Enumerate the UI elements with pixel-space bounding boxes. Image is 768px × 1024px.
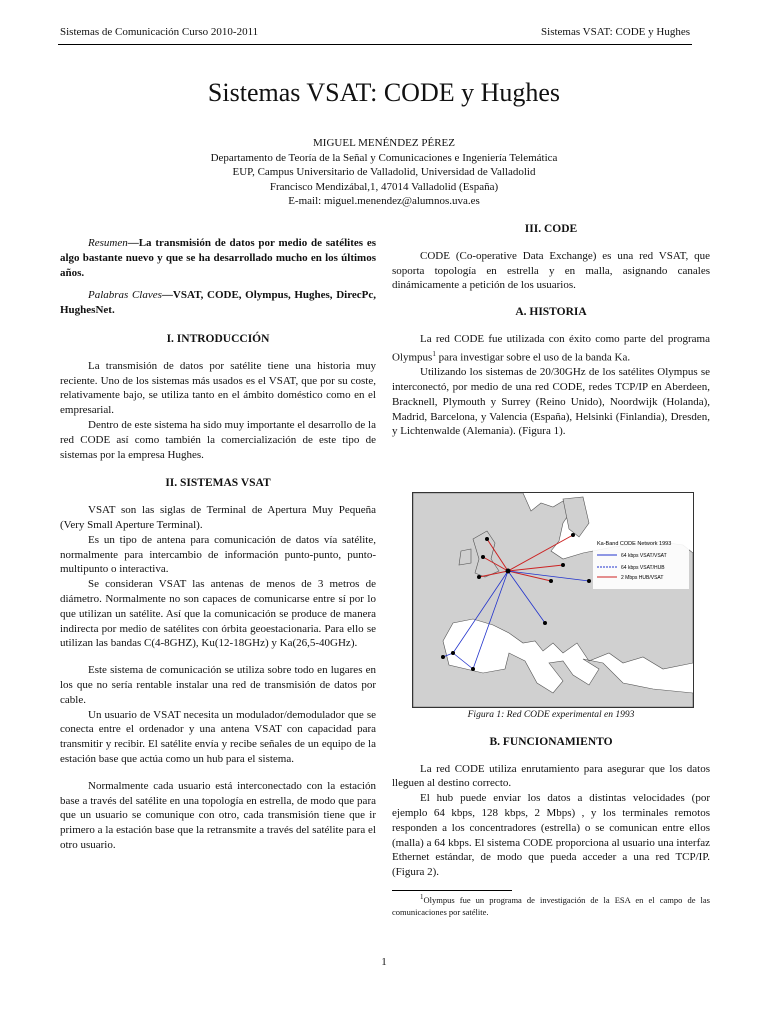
- ireland-shape: [459, 549, 471, 565]
- paper-title: Sistemas VSAT: CODE y Hughes: [207, 78, 561, 107]
- header-left: Sistemas de Comunicación Curso 2010-2011: [60, 26, 259, 38]
- keywords-text: —VSAT, CODE, Olympus, Hughes, DirecPc, HughesNet.: [60, 289, 376, 317]
- historia-p1: [392, 332, 710, 365]
- historia-p1b: para investigar sobre el uso de la banda Ka.: [435, 351, 631, 364]
- keywords-label: Palabras Claves: [88, 289, 162, 302]
- heading-funcionamiento: B. FUNCIONAMIENTO: [489, 735, 613, 748]
- abstract-label: Resumen: [88, 237, 128, 249]
- footnote: [392, 891, 710, 918]
- figure-caption: Figura 1: Red CODE experimental en 1993: [467, 710, 635, 720]
- keywords: [60, 288, 376, 318]
- legend-2: 64 kbps VSAT/HUB: [621, 565, 665, 571]
- map-title: Ka-Band CODE Network 1993: [597, 541, 672, 547]
- vsat-p1: VSAT son las siglas de Terminal de Apertura Muy Pequeña (Very Small Aperture Terminal).: [60, 504, 376, 531]
- heading-vsat: II. SISTEMAS VSAT: [165, 477, 271, 490]
- header-rule: [58, 44, 692, 45]
- author-address: Francisco Mendizábal,1, 47014 Valladolid (España): [269, 180, 499, 193]
- vsat-p3: Se consideran VSAT las antenas de menos de 3 metros de diámetro. Normalmente no son capaces de comunicarse entre sí por lo que utilizan un satélite. Así que la comunicación se produce de manera indirecta por medio de satélites con órbita geoestacionaria. Para ello se utilizan las bandas C(4-8GHZ), Ku(12-18GHz) y Ka(26,5-40GHz).: [60, 578, 376, 650]
- author-name: MIGUEL MENÉNDEZ PÉREZ: [313, 137, 455, 149]
- right-column-bottom: [392, 708, 710, 918]
- legend-3: 2 Mbps HUB/VSAT: [621, 575, 664, 581]
- vsat-p6: Normalmente cada usuario está interconectado con la estación base a través del satélite en una topología en estrella, de modo que para que un usuario se comunique con otro, cada transmisión tiene que ir primero a la estación base que la retransmite a través del satélite para el otro usuario.: [60, 779, 376, 851]
- func-p1: La red CODE utiliza enrutamiento para asegurar que los datos lleguen al destino correcto.: [392, 762, 710, 790]
- figure-map: [412, 492, 694, 708]
- header-right: Sistemas VSAT: CODE y Hughes: [541, 26, 690, 38]
- footnote-mark: 1: [420, 892, 424, 901]
- footnote-text: Olympus fue un programa de investigación de la ESA en el campo de las comunicaciones por satélite.: [392, 894, 710, 917]
- vsat-p5: Un usuario de VSAT necesita un modulador/demodulador que se conecta entre el ordenador y una antena VSAT con capacidad para transmitir y recibir. El satélite envía y recibe señales de un equipo de la estación base que actúa como un hub para el sistema.: [60, 708, 376, 765]
- func-p2: El hub puede enviar los datos a distintas velocidades (por ejemplo 64 kbps, 128 kbps, 2 Mbps) , y los terminales remotos responden a los concentradores (estrella) o se comunican entre ellos (malla) a 64 kbps. El sistema CODE proporciona al usuario una interfaz Ethernet estándar, de modo que pueda acceder a una red TCP/IP. (Figura 2).: [392, 792, 710, 879]
- historia-p1a: La red CODE fue utilizada con éxito como parte del programa Olympus: [392, 332, 710, 364]
- intro-p2: Dentro de este sistema ha sido muy importante el desarrollo de la red CODE así como también la comercialización de este tipo de sistemas por la empresa Hughes.: [60, 418, 376, 461]
- vsat-p2: Es un tipo de antena para comunicación de datos vía satélite, normalmente para intercambio de información punto-punto, punto-multipunto o interactiva.: [60, 533, 376, 576]
- abstract: [60, 236, 376, 280]
- author-campus: EUP, Campus Universitario de Valladolid, Universidad de Valladolid: [232, 166, 536, 179]
- vsat-p4: Este sistema de comunicación se utiliza sobre todo en lugares en los que no sería rentable instalar una red de transmisión de datos por cable.: [60, 664, 376, 706]
- legend-1: 64 kbps VSAT/VSAT: [621, 553, 667, 559]
- heading-code: III. CODE: [524, 223, 578, 235]
- running-header: [60, 26, 690, 38]
- heading-historia: A. HISTORIA: [515, 306, 587, 319]
- author-dept: Departamento de Teoría de la Señal y Comunicaciones e Ingeniería Telemática: [210, 151, 558, 164]
- heading-intro: I. INTRODUCCIÓN: [166, 332, 270, 345]
- code-p1: CODE (Co-operative Data Exchange) es una red VSAT, que soporta topología en estrella y en malla, asignando canales dinámicamente a petición de los usuarios.: [392, 249, 710, 292]
- intro-p1: La transmisión de datos por satélite tiene una historia muy reciente. Uno de los sistemas más usados es el VSAT, que por su coste, relativamente bajo, se utiliza tanto en el ámbito doméstico como en el empresarial.: [60, 359, 376, 417]
- left-column: [60, 236, 376, 853]
- historia-p2: Utilizando los sistemas de 20/30GHz de los satélites Olympus se interconectó, por medio de una red CODE, redes TCP/IP en Aberdeen, Bracknell, Plymouth y Surrey (Reino Unido), Noordwijk (Holanda), Madrid, Barcelona, y Valencia (España), Helsinki (Finlandia), Dresden, y Lichtenwalde (Alemania). (Figura 1).: [392, 366, 710, 438]
- author-block: [0, 136, 768, 209]
- page-number: 1: [381, 956, 387, 968]
- abstract-text: —La transmisión de datos por medio de satélites es algo bastante nuevo y que se ha desarrollado mucho en los últimos años.: [60, 237, 376, 279]
- footnote-ref[interactable]: 1: [432, 349, 436, 358]
- europe-map: [413, 493, 693, 707]
- author-email: E-mail: miguel.menendez@alumnos.uva.es: [288, 195, 480, 208]
- right-column-top: [392, 222, 710, 439]
